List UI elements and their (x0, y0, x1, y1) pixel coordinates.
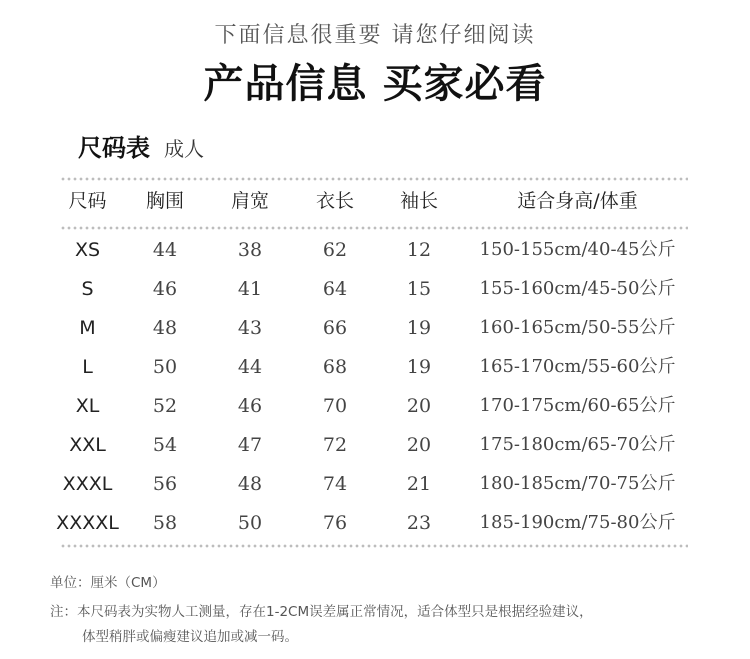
cell-chest: 52 (152, 395, 178, 417)
cell-fit: 165-170cm/55-60公斤 (479, 356, 676, 377)
cell-shoulder: 48 (237, 473, 263, 495)
divider-bottom (60, 544, 688, 548)
cell-sleeve: 23 (406, 512, 432, 534)
cell-fit: 155-160cm/45-50公斤 (479, 278, 676, 299)
cell-sleeve: 20 (406, 395, 432, 417)
cell-fit: 180-185cm/70-75公斤 (479, 473, 676, 494)
cell-size: XXXXL (56, 512, 119, 534)
cell-chest: 46 (152, 278, 178, 300)
table-row (0, 391, 750, 421)
cell-chest: 48 (152, 317, 178, 339)
cell-length: 74 (322, 473, 348, 495)
cell-size: L (82, 356, 93, 378)
cell-fit: 185-190cm/75-80公斤 (479, 512, 676, 533)
unit-note: 单位：厘米（CM） (50, 575, 166, 591)
cell-sleeve: 12 (406, 239, 432, 261)
cell-shoulder: 47 (237, 434, 263, 456)
cell-chest: 44 (152, 239, 178, 261)
column-header-sleeve: 袖长 (399, 190, 438, 212)
cell-size: S (81, 278, 94, 300)
cell-length: 68 (322, 356, 348, 378)
table-row (0, 352, 750, 382)
cell-shoulder: 41 (237, 278, 263, 300)
table-row (0, 469, 750, 499)
cell-shoulder: 46 (237, 395, 263, 417)
cell-length: 72 (322, 434, 348, 456)
table-header (0, 186, 750, 216)
cell-sleeve: 21 (406, 473, 432, 495)
cell-length: 62 (322, 239, 348, 261)
cell-shoulder: 50 (237, 512, 263, 534)
size-chart-heading (78, 128, 204, 163)
cell-fit: 150-155cm/40-45公斤 (479, 239, 676, 260)
column-header-size: 尺码 (68, 190, 107, 212)
cell-chest: 50 (152, 356, 178, 378)
cell-sleeve: 20 (406, 434, 432, 456)
column-header-length: 衣长 (315, 190, 354, 212)
cell-chest: 58 (152, 512, 178, 534)
cell-fit: 170-175cm/60-65公斤 (479, 395, 676, 416)
column-header-shoulder: 肩宽 (230, 190, 269, 212)
cell-size: XXL (69, 434, 106, 456)
cell-length: 64 (322, 278, 348, 300)
notice-subtitle: 下面信息很重要 请您仔细阅读 (214, 23, 536, 48)
cell-chest: 54 (152, 434, 178, 456)
cell-size: XXXL (62, 473, 113, 495)
divider-header (60, 226, 688, 230)
cell-shoulder: 43 (237, 317, 263, 339)
size-chart-category: 成人 (164, 137, 204, 161)
cell-length: 76 (322, 512, 348, 534)
cell-length: 70 (322, 395, 348, 417)
column-header-fit: 适合身高/体重 (517, 190, 638, 212)
disclaimer-line-2: 体型稍胖或偏瘦建议追加或减一码。 (82, 629, 298, 645)
page-title: 产品信息 买家必看 (203, 61, 547, 107)
cell-fit: 175-180cm/65-70公斤 (479, 434, 676, 455)
disclaimer-line-1: 注：本尺码表为实物人工测量，存在1-2CM误差属正常情况，适合体型只是根据经验建议， (50, 604, 593, 620)
table-row (0, 313, 750, 343)
cell-size: XL (75, 395, 100, 417)
table-row (0, 235, 750, 265)
table-row (0, 274, 750, 304)
cell-sleeve: 15 (406, 278, 432, 300)
cell-sleeve: 19 (406, 356, 432, 378)
cell-shoulder: 38 (237, 239, 263, 261)
cell-size: M (79, 317, 96, 339)
cell-shoulder: 44 (237, 356, 263, 378)
divider-top (60, 177, 688, 181)
cell-sleeve: 19 (406, 317, 432, 339)
size-chart-title: 尺码表 (78, 134, 150, 162)
table-row (0, 430, 750, 460)
table-row (0, 508, 750, 538)
cell-length: 66 (322, 317, 348, 339)
cell-chest: 56 (152, 473, 178, 495)
cell-fit: 160-165cm/50-55公斤 (479, 317, 676, 338)
column-header-chest: 胸围 (145, 190, 184, 212)
cell-size: XS (74, 239, 101, 261)
